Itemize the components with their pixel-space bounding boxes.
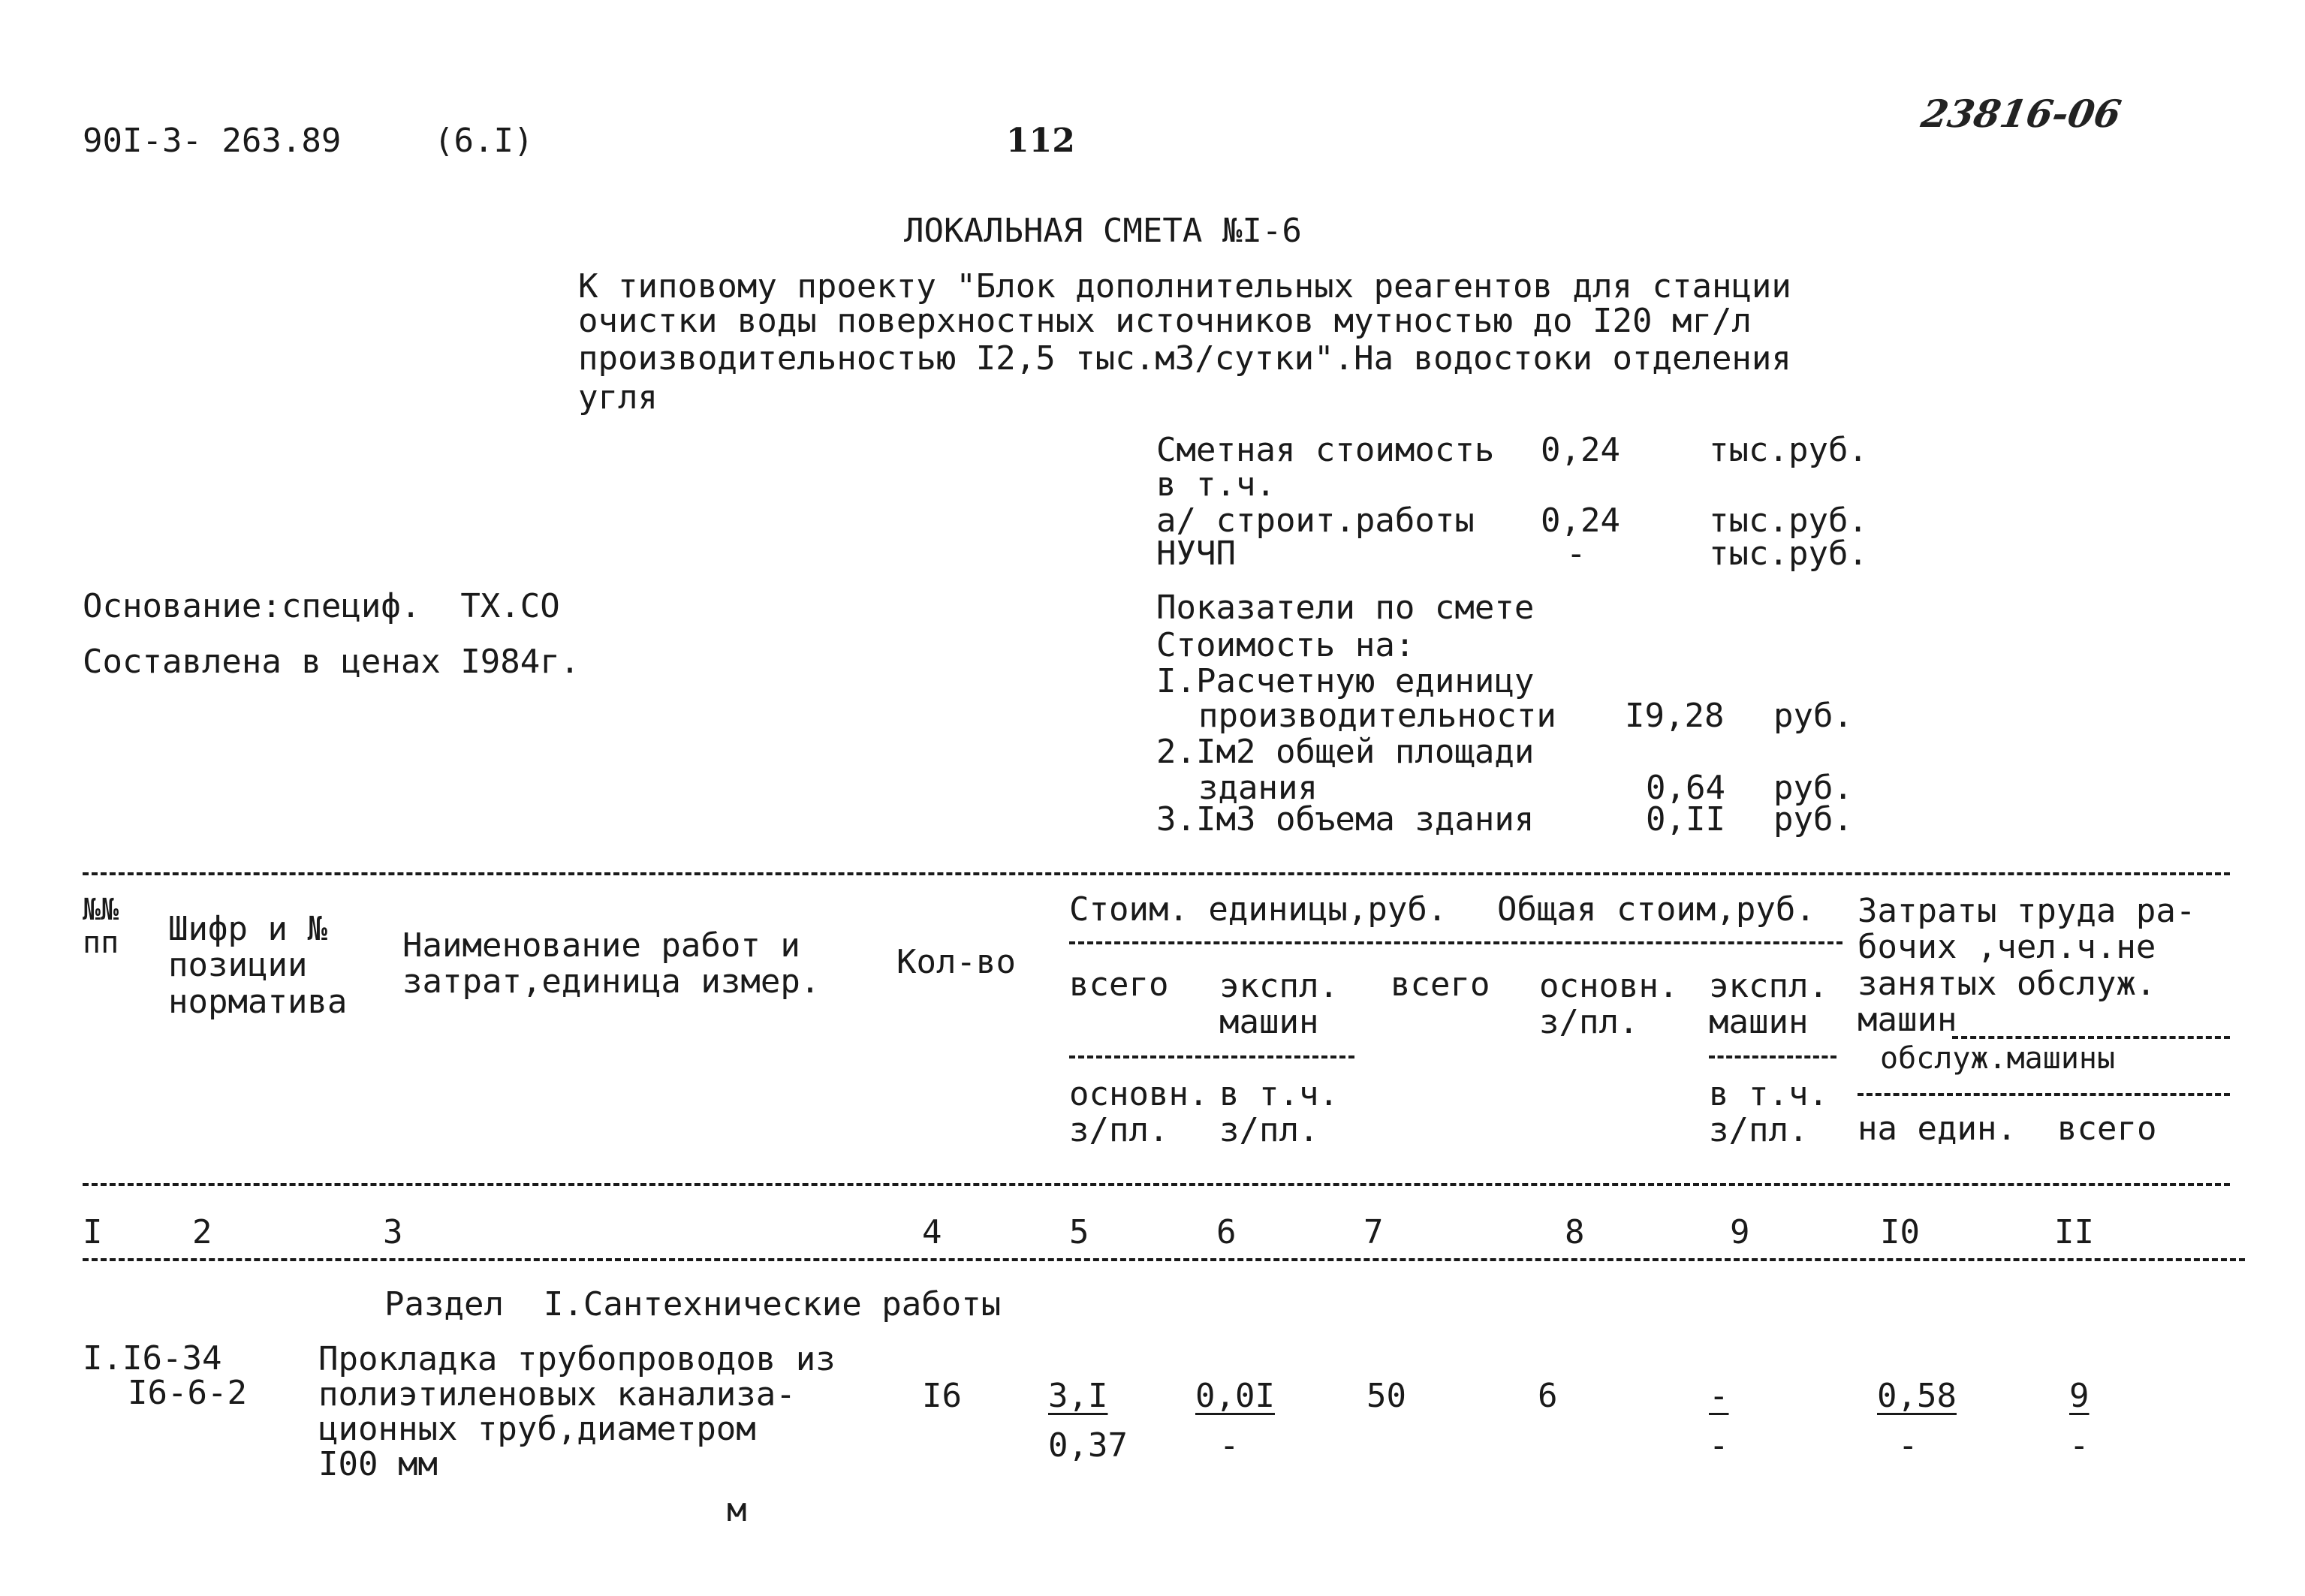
col-header-number: №№ пп bbox=[83, 893, 119, 960]
estimated-cost-label: Сметная стоимость bbox=[1156, 431, 1495, 469]
header-rule-unit bbox=[1069, 1055, 1354, 1058]
col-header-9-bottom: в т.ч. з/пл. bbox=[1709, 1075, 1828, 1150]
row-unit: м bbox=[727, 1491, 747, 1529]
col-header-8-top: основн. з/пл. bbox=[1539, 967, 1679, 1042]
col-number-10: I0 bbox=[1880, 1213, 1920, 1251]
indicator-1-line-2: производительности bbox=[1198, 697, 1556, 735]
indicator-3-line-1: 3.Iм3 объема здания bbox=[1156, 800, 1535, 839]
row-total: 50 bbox=[1366, 1377, 1406, 1415]
col-header-code: Шифр и № позиции норматива bbox=[168, 910, 348, 1021]
row-name: Прокладка трубопроводов из полиэтиленовых канализа- ционных труб,диаметром I00 мм bbox=[318, 1340, 836, 1483]
col-number-6: 6 bbox=[1216, 1213, 1237, 1251]
col-header-5-bottom: основн. з/пл. bbox=[1069, 1075, 1209, 1150]
col-number-3: 3 bbox=[383, 1213, 403, 1251]
page-number: 112 bbox=[1006, 122, 1075, 160]
indicator-1-line-1: I.Расчетную единицу bbox=[1156, 662, 1535, 700]
subtitle-line-3: производительностью I2,5 тыс.м3/сутки".На водостоки отделения bbox=[578, 339, 1791, 378]
row-code: I6-6-2 bbox=[128, 1374, 247, 1412]
col-header-6-bottom: в т.ч. з/пл. bbox=[1219, 1075, 1339, 1150]
subtitle-line-4: угля bbox=[578, 378, 658, 417]
col-header-7-top: всего bbox=[1391, 965, 1490, 1004]
header-rule-machines bbox=[1709, 1055, 1836, 1058]
nuchp-unit: тыс.руб. bbox=[1709, 535, 1868, 573]
col-number-5: 5 bbox=[1069, 1213, 1089, 1251]
header-rule-labor-2 bbox=[1858, 1093, 2230, 1096]
nuchp-value: - bbox=[1566, 535, 1586, 573]
row-unit-machines-wage: - bbox=[1219, 1426, 1240, 1465]
indicator-2-value: 0,64 bbox=[1646, 769, 1725, 807]
construction-unit: тыс.руб. bbox=[1709, 501, 1868, 540]
col-header-qty: Кол-во bbox=[896, 943, 1016, 981]
row-total-machines-wage: - bbox=[1709, 1426, 1729, 1465]
document-code: 90I-3- 263.89 bbox=[83, 122, 342, 160]
subtitle-line-2: очистки воды поверхностных источников мутностью до I20 мг/л bbox=[578, 302, 1752, 340]
indicator-1-currency: руб. bbox=[1773, 697, 1853, 735]
col-header-name: Наименование работ и затрат,единица измер. bbox=[402, 926, 821, 1001]
indicator-2-line-1: 2.Iм2 общей площади bbox=[1156, 733, 1535, 771]
construction-label: а/ строит.работы bbox=[1156, 501, 1475, 540]
col-number-9: 9 bbox=[1730, 1213, 1750, 1251]
col-number-4: 4 bbox=[922, 1213, 942, 1251]
col-header-6-top: экспл. машин bbox=[1219, 967, 1339, 1042]
col-header-11-bottom: всего bbox=[2057, 1110, 2157, 1148]
col-header-5-top: всего bbox=[1069, 965, 1169, 1004]
col-header-labor: Затраты труда ра- бочих ,чел.ч.не занятых обслуж. машин bbox=[1858, 892, 2196, 1040]
row-labor-per-unit: 0,58 bbox=[1877, 1377, 1957, 1415]
indicators-heading: Показатели по смете bbox=[1156, 589, 1535, 627]
indicator-2-line-2: здания bbox=[1198, 769, 1318, 807]
subtitle-line-1: К типовому проекту "Блок дополнительных реагентов для станции bbox=[578, 267, 1791, 306]
table-top-rule bbox=[83, 872, 2230, 875]
row-labor-total-service: - bbox=[2069, 1426, 2090, 1465]
row-qty: I6 bbox=[922, 1377, 962, 1415]
col-header-total-cost: Общая стоим,руб. bbox=[1497, 890, 1815, 929]
indicator-1-value: I9,28 bbox=[1625, 697, 1725, 735]
section-title: Раздел I.Сантехнические работы bbox=[384, 1285, 1002, 1323]
row-labor-total: 9 bbox=[2069, 1377, 2090, 1415]
row-unit-basic-wage: 0,37 bbox=[1048, 1426, 1128, 1465]
indicator-3-value: 0,II bbox=[1646, 800, 1725, 839]
page-title: ЛОКАЛЬНАЯ СМЕТА №I-6 bbox=[904, 212, 1302, 250]
table-header-bottom-rule bbox=[83, 1183, 2230, 1186]
col-header-unit-cost: Стоим. единицы,руб. bbox=[1069, 890, 1448, 929]
col-number-1: I bbox=[83, 1213, 103, 1251]
col-header-10-bottom: на един. bbox=[1858, 1110, 2017, 1148]
construction-value: 0,24 bbox=[1541, 501, 1620, 540]
header-rule-labor bbox=[1952, 1036, 2230, 1039]
col-number-8: 8 bbox=[1565, 1213, 1585, 1251]
indicator-2-currency: руб. bbox=[1773, 769, 1853, 807]
row-unit-total: 3,I bbox=[1048, 1377, 1108, 1415]
section-code: (6.I) bbox=[434, 122, 534, 160]
col-header-labor-sub: обслуж.машины bbox=[1880, 1041, 2116, 1076]
inventory-number: 23816-06 bbox=[1918, 92, 2125, 136]
indicator-3-currency: руб. bbox=[1773, 800, 1853, 839]
estimated-cost-unit: тыс.руб. bbox=[1709, 431, 1868, 469]
indicators-cost-on: Стоимость на: bbox=[1156, 626, 1415, 664]
estimated-cost-value: 0,24 bbox=[1541, 431, 1620, 469]
column-numbers-rule bbox=[83, 1258, 2245, 1261]
row-number: I.I6-34 bbox=[83, 1339, 222, 1378]
basis-line: Основание:специф. ТХ.СО bbox=[83, 587, 560, 625]
header-rule-cost bbox=[1069, 941, 1842, 944]
col-number-11: II bbox=[2054, 1213, 2094, 1251]
row-labor-per-unit-service: - bbox=[1898, 1426, 1918, 1465]
row-unit-machines: 0,0I bbox=[1195, 1377, 1275, 1415]
col-number-2: 2 bbox=[192, 1213, 212, 1251]
including-label: в т.ч. bbox=[1156, 465, 1276, 504]
row-total-basic-wage: 6 bbox=[1538, 1377, 1558, 1415]
nuchp-label: НУЧП bbox=[1156, 535, 1236, 573]
col-number-7: 7 bbox=[1363, 1213, 1384, 1251]
col-header-9-top: экспл. машин bbox=[1709, 967, 1828, 1042]
prices-line: Составлена в ценах I984г. bbox=[83, 643, 580, 681]
row-total-machines: - bbox=[1709, 1377, 1729, 1415]
